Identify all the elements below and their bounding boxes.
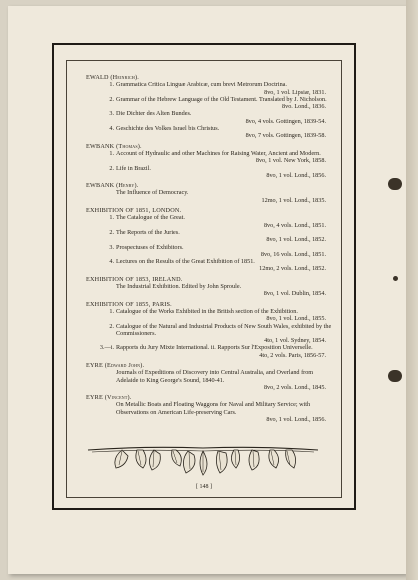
entry-publication: 8vo, 16 vols. Lond., 1851. bbox=[260, 250, 326, 258]
catalogue-entry bbox=[109, 243, 332, 251]
entry-number: 2. bbox=[109, 164, 114, 172]
page-number: [ 148 ] bbox=[196, 484, 212, 490]
author-given-name: (Edward John). bbox=[104, 361, 145, 369]
author-given-name: (Vincent). bbox=[104, 394, 132, 402]
author-name: EWBANK bbox=[86, 142, 115, 150]
author-heading bbox=[86, 362, 332, 369]
author-heading bbox=[86, 182, 332, 189]
entry-title: The Influence of Democracy. bbox=[116, 189, 189, 197]
entry-publication: 8vo, 4 vols. Gottingen, 1839-54. bbox=[245, 117, 326, 125]
entry-title: Journals of Expeditions of Discovery into Central Australia, and Overland from Adelaide to King George's Sound, 1840-41. bbox=[116, 369, 314, 384]
entry-number: 4. bbox=[109, 125, 114, 133]
entry-publication: 12mo, 2 vols. Lond., 1852. bbox=[259, 265, 326, 273]
author-name: EYRE bbox=[86, 361, 103, 369]
entry-title: Prospectuses of Exhibitors. bbox=[116, 243, 184, 251]
entry-title: Grammatica Critica Linguæ Arabicæ, cum brevi Metrorum Doctrina. bbox=[116, 81, 287, 89]
section-heading: EXHIBITION OF 1855, PARIS. bbox=[86, 300, 172, 308]
catalogue-entry bbox=[109, 307, 332, 315]
entry-publication: 8vo, 1 vol. Lond., 1856. bbox=[266, 171, 326, 179]
section-heading: EXHIBITION OF 1851, LONDON. bbox=[86, 207, 182, 215]
catalogue-entry bbox=[109, 110, 332, 118]
entry-title: Catalogue of the Works Exhibited in the British section of the Exhibition. bbox=[116, 307, 298, 315]
author-given-name: (Heinrich). bbox=[110, 74, 139, 81]
entry-number: 2. bbox=[109, 228, 114, 236]
entry-title: Grammar of the Hebrew Language of the Old Testament. Translated by J. Nicholson. bbox=[116, 95, 327, 103]
entry-title: The Reports of the Juries. bbox=[116, 228, 180, 236]
entry-title: The Catalogue of the Great. bbox=[116, 214, 185, 222]
author-heading bbox=[86, 394, 332, 401]
entry-publication: 4to, 2 vols. Paris, 1856-57. bbox=[259, 351, 326, 359]
entry-publication: 8vo, 1 vol. Lond., 1856. bbox=[266, 416, 326, 424]
entry-number: 3.—i. bbox=[99, 344, 114, 352]
catalogue-entry bbox=[109, 149, 332, 157]
entry-publication: 8vo. Lond., 1836. bbox=[282, 103, 326, 111]
entry-title: Geschichte des Volkes Israel bis Christus. bbox=[116, 125, 220, 133]
entry-publication: 8vo, 1 vol. New York, 1858. bbox=[255, 157, 326, 165]
catalogue-entry bbox=[109, 95, 332, 103]
entry-publication: 8vo, 7 vols. Gottingen, 1839-58. bbox=[245, 132, 326, 140]
entry-number: 1. bbox=[109, 81, 114, 89]
entry-publication: 8vo, 1 vol. Dublin, 1854. bbox=[263, 290, 326, 298]
binding-hole-bottom bbox=[388, 370, 402, 382]
catalogue-entry bbox=[99, 344, 332, 352]
entry-number: 1. bbox=[109, 307, 114, 315]
entry-number: 3. bbox=[109, 110, 114, 118]
author-heading bbox=[86, 74, 332, 81]
catalogue-entry bbox=[109, 164, 332, 172]
entry-publication: 12mo, 1 vol. Lond., 1835. bbox=[261, 196, 326, 204]
catalogue-entry bbox=[109, 125, 332, 133]
author-name: EWALD bbox=[86, 74, 109, 81]
catalogue-entry bbox=[109, 228, 332, 236]
author-given-name: (Thomas). bbox=[116, 142, 142, 150]
entry-publication: 8vo, 1 vol. Lond., 1852. bbox=[266, 236, 326, 244]
catalogue-entry bbox=[109, 214, 332, 222]
entry-title: Lectures on the Results of the Great Exhibition of 1851. bbox=[116, 258, 255, 266]
entry-title: On Metallic Boats and Floating Waggons for Naval and Military Service; with Observations on American Life-preserving Cars. bbox=[116, 401, 311, 416]
binding-hole-middle bbox=[393, 276, 398, 281]
entry-title: The Industrial Exhibition. Edited by John Sproule. bbox=[116, 283, 242, 291]
entry-title: Account of Hydraulic and other Machines for Raising Water, Ancient and Modern. bbox=[116, 149, 321, 157]
entry-number: 2. bbox=[109, 322, 114, 330]
leaf-ornament bbox=[82, 438, 324, 478]
binding-hole-top bbox=[388, 178, 402, 190]
entry-publication: 4to, 1 vol. Sydney, 1854. bbox=[264, 337, 326, 345]
entry-number: 4. bbox=[109, 258, 114, 266]
page-edge bbox=[406, 0, 418, 580]
entry-publication: 8vo, 1 vol. Lond., 1855. bbox=[266, 315, 326, 323]
entry-number: 2. bbox=[109, 95, 114, 103]
entry-publication: 8vo, 2 vols. Lond., 1845. bbox=[263, 383, 326, 391]
author-name: EWBANK bbox=[86, 182, 115, 190]
author-heading bbox=[86, 143, 332, 150]
author-given-name: (Henry). bbox=[116, 182, 139, 190]
entry-title: Catalogue of the Natural and Industrial Products of New South Wales, exhibited by the Commissioners. bbox=[116, 322, 332, 337]
author-name: EYRE bbox=[86, 394, 103, 402]
catalogue-text bbox=[86, 74, 332, 423]
entry-publication: 8vo, 4 vols. Lond., 1851. bbox=[263, 221, 326, 229]
section-heading: EXHIBITION OF 1853, IRELAND. bbox=[86, 275, 183, 283]
entry-title: Life in Brazil. bbox=[116, 164, 151, 172]
entry-number: 3. bbox=[109, 243, 114, 251]
entry-number: 1. bbox=[109, 214, 114, 222]
entry-title: Die Dichter des Alten Bundes. bbox=[116, 110, 192, 118]
entry-publication: 8vo, 1 vol. Lipsiæ, 1831. bbox=[264, 88, 326, 96]
catalogue-entry bbox=[109, 258, 332, 266]
entry-number: 1. bbox=[109, 149, 114, 157]
entry-title: Rapports du Jury Mixte International. ii. Rapports Sur l'Exposition Universelle. bbox=[116, 344, 313, 352]
catalogue-entry bbox=[109, 322, 332, 338]
catalogue-entry bbox=[109, 81, 332, 89]
